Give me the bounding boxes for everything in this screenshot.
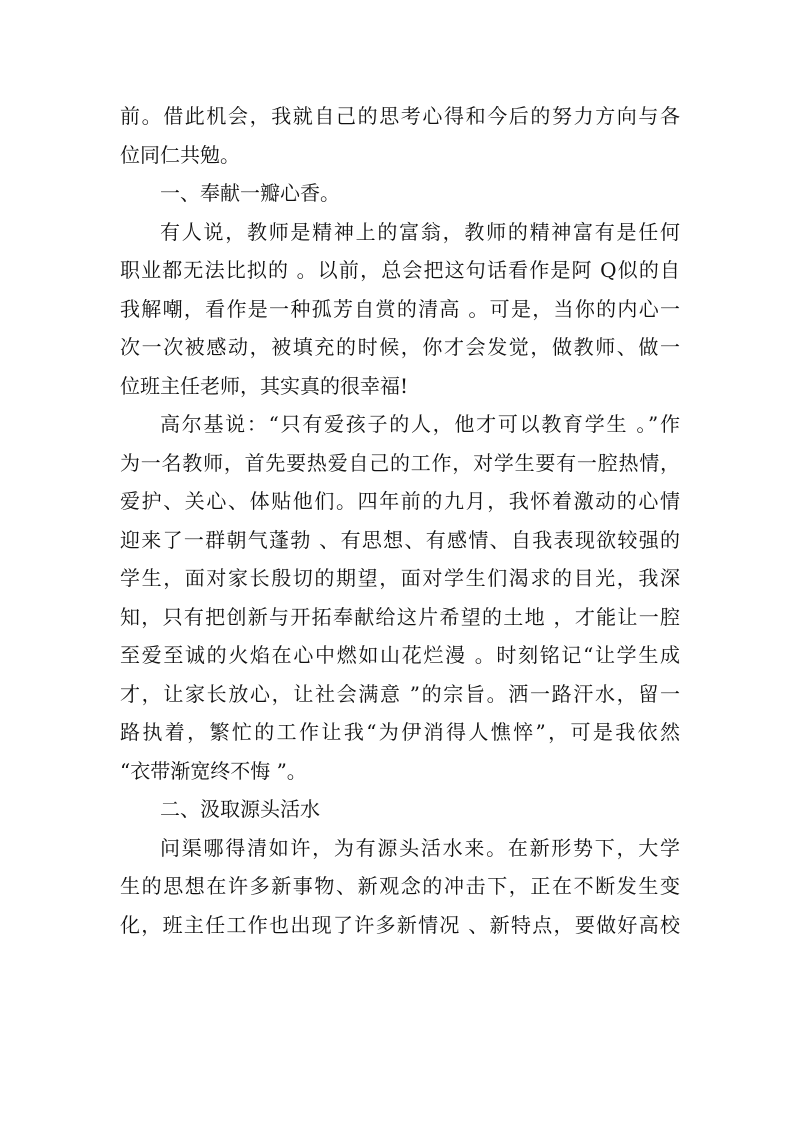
text-line: 位班主任老师，其实真的很幸福! [120, 373, 409, 398]
text-line: “衣带渐宽终不悔 ”。 [120, 758, 307, 783]
text-line: 职业都无法比拟的 。以前，总会把这句话看作是阿 Q似的自 [120, 258, 680, 282]
text-line: 学生，面对家长殷切的期望，面对学生们渴求的目光，我深 [120, 566, 680, 590]
text-line: 次一次被感动，被填充的时候，你才会发觉，做教师、做一 [120, 335, 680, 359]
text-line: 问渠哪得清如许，为有源头活水来。在新形势下，大学 [160, 835, 680, 860]
text-line: 知，只有把创新与开拓奉献给这片希望的土地 ，才能让一腔 [120, 604, 680, 629]
text-line: 位同仁共勉。 [120, 142, 240, 167]
text-line: 迎来了一群朝气蓬勃 、有思想、有感情、自我表现欲较强的 [120, 527, 680, 552]
section-heading-1: 一、奉献一瓣心香。 [160, 181, 340, 205]
text-line: 路执着，繁忙的工作让我“为伊消得人憔悴”，可是我依然 [120, 720, 680, 744]
text-line: 才，让家长放心，让社会满意 ”的宗旨。洒一路汗水，留一 [120, 681, 680, 706]
section-heading-2: 二、汲取源头活水 [160, 797, 320, 821]
body-text [120, 97, 680, 944]
text-line: 我解嘲，看作是一种孤芳自赏的清高 。可是，当你的内心一 [120, 296, 680, 321]
text-line: 化，班主任工作也出现了许多新情况 、新特点，要做好高校 [120, 912, 680, 937]
text-line: 爱护、关心、体贴他们。四年前的九月，我怀着激动的心情 [120, 489, 680, 513]
text-line: 有人说，教师是精神上的富翁，教师的精神富有是任何 [160, 219, 680, 244]
text-line: 前。借此机会，我就自己的思考心得和今后的努力方向与各 [120, 104, 680, 128]
text-line: 生的思想在许多新事物、新观念的冲击下，正在不断发生变 [120, 874, 680, 898]
text-line: 至爱至诚的火焰在心中燃如山花烂漫 。时刻铭记“让学生成 [120, 643, 680, 667]
text-line: 为一名教师，首先要热爱自己的工作，对学生要有一腔热情， [120, 450, 680, 475]
text-line: 高尔基说：“只有爱孩子的人，他才可以教育学生 。”作 [160, 412, 680, 436]
